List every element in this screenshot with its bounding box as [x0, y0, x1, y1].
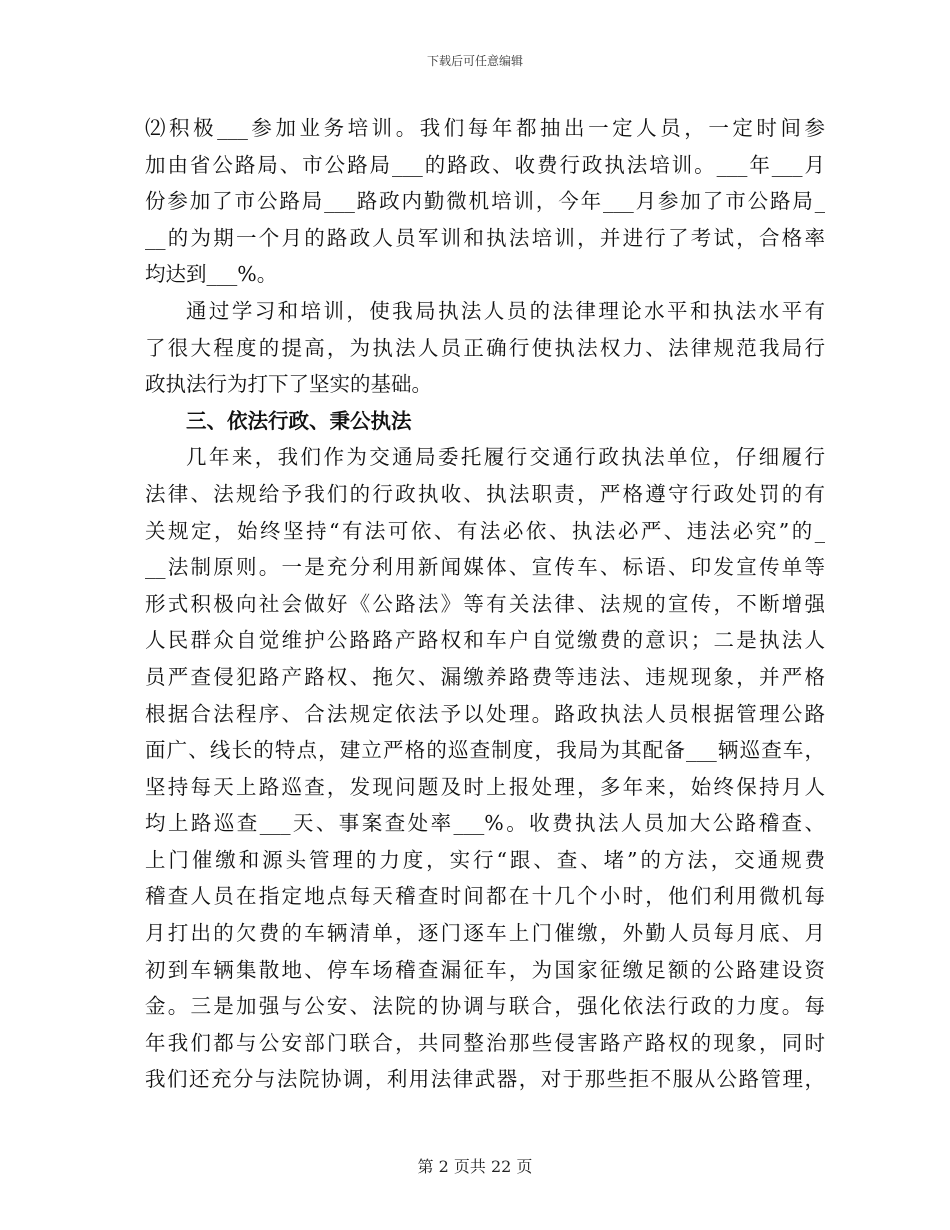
paragraph-line: ⑵积极___参加业务培训。我们每年都抽出一定人员，一定时间参 — [145, 116, 825, 140]
paragraph-line: 稽查人员在指定地点每天稽查时间都在十几个小时，他们利用微机每 — [145, 884, 825, 909]
paragraph-line: 几年来，我们作为交通局委托履行交通行政执法单位，仔细履行 — [186, 445, 825, 470]
paragraph-line: 员严查侵犯路产路权、拖欠、漏缴养路费等违法、违规现象，并严格 — [145, 664, 825, 689]
paragraph-line: 根据合法程序、合法规定依法予以处理。路政执法人员根据管理公路 — [145, 701, 825, 726]
page-footer: 第 2 页共 22 页 — [417, 1157, 533, 1176]
page-header: 下载后可任意编辑 — [426, 54, 523, 68]
paragraph-line: 均达到___%。 — [145, 262, 278, 287]
paragraph-line: __法制原则。一是充分利用新闻媒体、宣传车、标语、印发宣传单等 — [145, 555, 825, 580]
document-body — [145, 110, 825, 1098]
paragraph-line: __的为期一个月的路政人员军训和执法培训，并进行了考试，合格率 — [145, 225, 825, 250]
paragraph-line: 份参加了市公路局___路政内勤微机培训，今年___月参加了市公路局_ — [145, 189, 825, 214]
paragraph-line: 年我们都与公安部门联合，共同整治那些侵害路产路权的现象，同时 — [145, 1030, 825, 1055]
paragraph-line: 金。三是加强与公安、法院的协调与联合，强化依法行政的力度。每 — [145, 994, 825, 1019]
paragraph-line: 面广、线长的特点，建立严格的巡查制度，我局为其配备___辆巡查车， — [145, 738, 825, 763]
paragraph-line: 人民群众自觉维护公路路产路权和车户自觉缴费的意识；二是执法人 — [145, 628, 825, 653]
paragraph-line: 形式积极向社会做好《公路法》等有关法律、法规的宣传，不断增强 — [145, 591, 825, 616]
paragraph-line: 坚持每天上路巡查，发现问题及时上报处理，多年来，始终保持月人 — [145, 774, 825, 799]
paragraph-line: 我们还充分与法院协调，利用法律武器，对于那些拒不服从公路管理， — [145, 1067, 825, 1092]
paragraph-line: 上门催缴和源头管理的力度，实行“跟、查、堵”的方法，交通规费 — [145, 847, 825, 872]
paragraph-line: 初到车辆集散地、停车场稽查漏征车，为国家征缴足额的公路建设资 — [145, 957, 825, 982]
paragraph-line: 加由省公路局、市公路局___的路政、收费行政执法培训。___年___月 — [145, 152, 825, 177]
paragraph-line: 关规定，始终坚持“有法可依、有法必依、执法必严、违法必究”的_ — [145, 518, 825, 543]
paragraph-line: 月打出的欠费的车辆清单，逐门逐车上门催缴，外勤人员每月底、月 — [145, 921, 825, 946]
paragraph-line: 法律、法规给予我们的行政执收、执法职责，严格遵守行政处罚的有 — [145, 481, 825, 506]
section-heading: 三、依法行政、秉公执法 — [186, 408, 412, 433]
paragraph-line: 均上路巡查___天、事案查处率___%。收费执法人员加大公路稽查、 — [145, 811, 825, 836]
paragraph-line: 了很大程度的提高，为执法人员正确行使执法权力、法律规范我局行 — [145, 335, 825, 360]
paragraph-line: 通过学习和培训，使我局执法人员的法律理论水平和执法水平有 — [186, 298, 825, 323]
paragraph-line: 政执法行为打下了坚实的基础。 — [145, 372, 432, 397]
